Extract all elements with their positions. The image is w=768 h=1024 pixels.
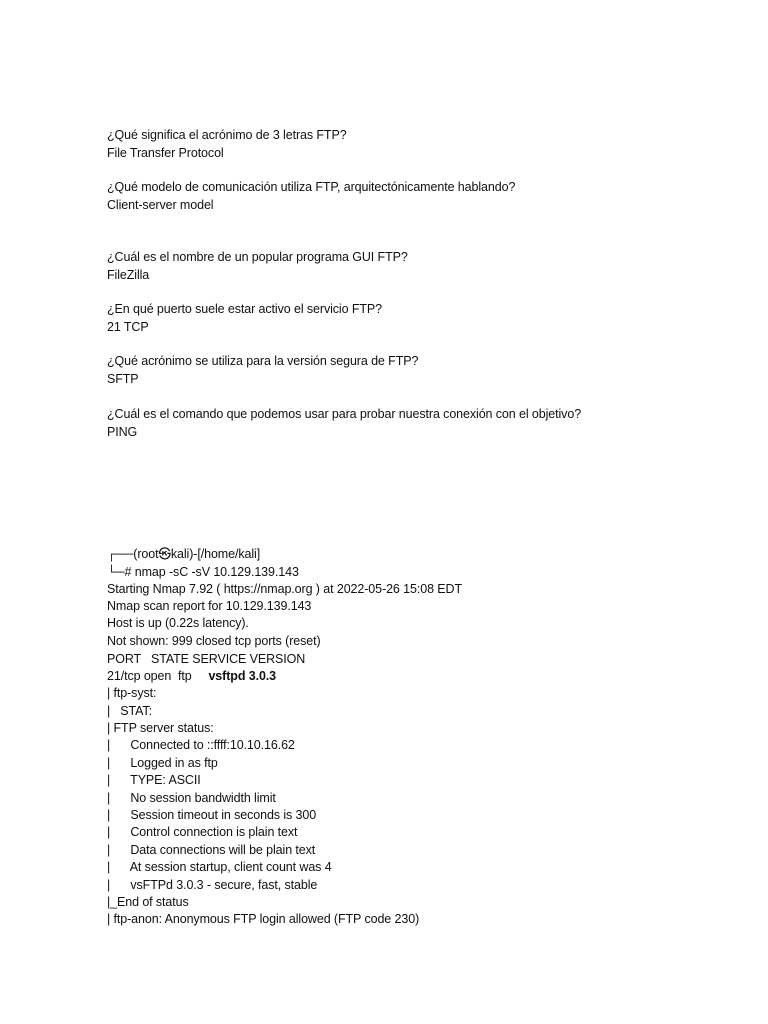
terminal-prompt: ┌──(root㉿kali)-[/home/kali]: [107, 547, 261, 561]
terminal-line: | vsFTPd 3.0.3 - secure, fast, stable: [107, 878, 318, 892]
question-1: ¿Qué significa el acrónimo de 3 letras FTP?: [107, 128, 347, 142]
terminal-line: Starting Nmap 7.92 ( https://nmap.org ) at 2022-05-26 15:08 EDT: [107, 582, 463, 596]
terminal-line: | No session bandwidth limit: [107, 791, 276, 805]
terminal-command: └─# nmap -sC -sV 10.129.139.143: [107, 565, 299, 579]
terminal-line: | Logged in as ftp: [107, 756, 218, 770]
question-6: ¿Cuál es el comando que podemos usar para probar nuestra conexión con el objetivo?: [107, 407, 582, 421]
question-4: ¿En qué puerto suele estar activo el servicio FTP?: [107, 302, 382, 316]
terminal-line: PORT STATE SERVICE VERSION: [107, 652, 306, 666]
terminal-line: | Session timeout in seconds is 300: [107, 808, 317, 822]
terminal-line: |_End of status: [107, 895, 189, 909]
terminal-line: | At session startup, client count was 4: [107, 860, 332, 874]
terminal-line: | ftp-anon: Anonymous FTP login allowed (FTP code 230): [107, 912, 420, 926]
port-service: 21/tcp open ftp: [107, 669, 209, 683]
terminal-line: Not shown: 999 closed tcp ports (reset): [107, 634, 321, 648]
question-5: ¿Qué acrónimo se utiliza para la versión segura de FTP?: [107, 354, 419, 368]
answer-6: PING: [107, 425, 138, 439]
terminal-line: | Data connections will be plain text: [107, 843, 316, 857]
terminal-port-line: [107, 668, 276, 685]
terminal-line: | ftp-syst:: [107, 686, 157, 700]
terminal-line: Nmap scan report for 10.129.139.143: [107, 599, 312, 613]
answer-2: Client-server model: [107, 198, 214, 212]
terminal-line: | Control connection is plain text: [107, 825, 298, 839]
answer-4: 21 TCP: [107, 320, 149, 334]
answer-1: File Transfer Protocol: [107, 146, 224, 160]
terminal-line: | Connected to ::ffff:10.10.16.62: [107, 738, 295, 752]
terminal-line: | STAT:: [107, 704, 152, 718]
question-3: ¿Cuál es el nombre de un popular programa GUI FTP?: [107, 250, 408, 264]
answer-3: FileZilla: [107, 268, 150, 282]
terminal-line: | TYPE: ASCII: [107, 773, 201, 787]
terminal-line: Host is up (0.22s latency).: [107, 616, 249, 630]
answer-5: SFTP: [107, 372, 139, 386]
question-2: ¿Qué modelo de comunicación utiliza FTP, arquitectónicamente hablando?: [107, 180, 516, 194]
terminal-line: | FTP server status:: [107, 721, 214, 735]
port-version: vsftpd 3.0.3: [208, 669, 277, 683]
